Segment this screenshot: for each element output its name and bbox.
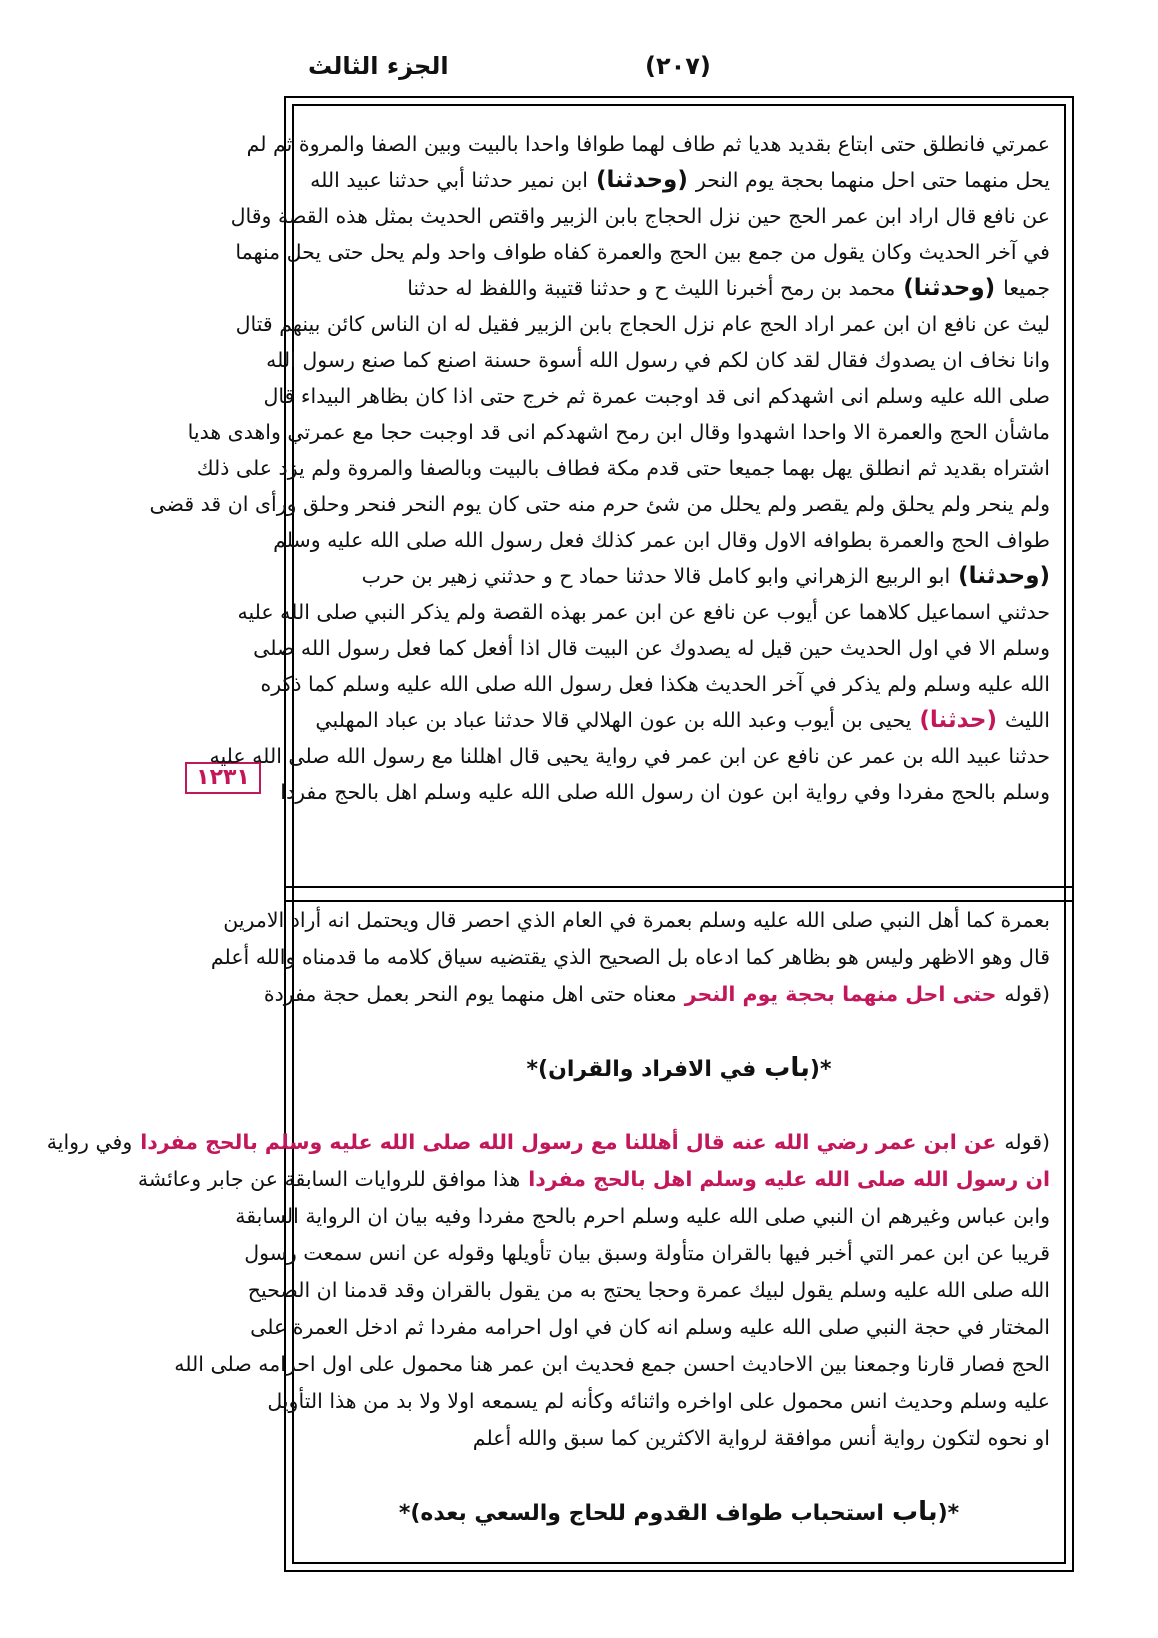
line-text: اشتراه بقديد ثم انطلق يهل بهما جميعا حتى قدم مكة فطاف بالبيت وبالصفا والمروة ولم يزد على ذلك (196, 456, 1050, 480)
line-text: في آخر الحديث وكان يقول من جمع بين الحج والعمرة كفاه طواف واحد ولم يحل حتى يحل منهما (235, 240, 1050, 264)
commentary-line (308, 1420, 1050, 1457)
line-text: قال وهو الاظهر وليس هو بظاهر كما ادعاه بل الصحيح الذي يقتضيه سياق كلامه ما قدمناه والله أعلم (210, 945, 1050, 969)
commentary-line (247, 1272, 1050, 1309)
line-text: صلى الله عليه وسلم انى اشهدكم انى قد اوجبت عمرة ثم خرج حتى اذا كان بظاهر البيداء قال (263, 384, 1050, 408)
line-text: حدثنا عبيد الله بن عمر عن نافع عن ابن عمر في رواية يحيى قال اهللنا مع رسول الله صلى الله عليه (209, 744, 1050, 768)
bab-title: في الافراد والقران)* (526, 1057, 757, 1082)
hadith-line (196, 450, 1050, 486)
hadith-line (246, 126, 1050, 162)
commentary-line (46, 1124, 1050, 1161)
hadith-line (260, 666, 1050, 702)
bab-heading-word: باب (764, 1053, 810, 1083)
line-text: هذا موافق للروايات السابقة عن جابر وعائشة (137, 1167, 521, 1191)
hadith-line (308, 162, 1050, 198)
commentary-line (308, 1494, 1050, 1531)
hadith-line (237, 594, 1050, 630)
line-text: يحيى بن أيوب وعبد الله بن عون الهلالي قالا حدثنا عباد بن عباد المهلبي (315, 708, 912, 732)
commentary-line (308, 1457, 1050, 1494)
page-number: (٢٠٧) (645, 52, 711, 80)
line-text: حدثني اسماعيل كلاهما عن أيوب عن نافع عن ابن عمر بهذه القصة ولم يذكر النبي صلى الله عليه (237, 600, 1050, 624)
hadith-line (253, 630, 1050, 666)
bab-title: استحباب طواف القدوم للحاج والسعي بعده)* (398, 1501, 884, 1526)
tahdith-marker: (وحدثنا) (958, 563, 1050, 589)
line-text: ابن نمير حدثنا أبي حدثنا عبيد الله (310, 168, 588, 192)
line-text: ابو الربيع الزهراني وابو كامل قالا حدثنا حماد ح و حدثني زهير بن حرب (361, 564, 951, 588)
line-text: وفي رواية (46, 1130, 133, 1154)
hadith-line (187, 414, 1050, 450)
line-text: معناه حتى اهل منهما يوم النحر بعمل حجة مفردة (263, 982, 677, 1006)
line-text: الحج فصار قارنا وجمعنا بين الاحاديث احسن جمع فحديث ابن عمر هنا محمول على اول احرامه صلى الله (174, 1352, 1050, 1376)
bab-open: *( (937, 1501, 960, 1526)
line-text: وابن عباس وغيرهم ان النبي صلى الله عليه وسلم احرم بالحج مفردا وفيه بيان ان الرواية السابقة (235, 1204, 1050, 1228)
hadith-line (235, 306, 1050, 342)
line-text: الله صلى الله عليه وسلم يقول لبيك عمرة وحجا يحتج به من يقول بالقران وقد قدمنا ان الصحيح (247, 1278, 1050, 1302)
line-text: وسلم بالحج مفردا وفي رواية ابن عون ان رسول الله صلى الله عليه وسلم اهل بالحج مفردا (280, 780, 1050, 804)
line-text: ليث عن نافع ان ابن عمر اراد الحج عام نزل الحجاج بابن الزبير فقيل له ان الناس كائن بينهم قتال (235, 312, 1050, 336)
quoted-matn: عن ابن عمر رضي الله عنه قال أهللنا مع رسول الله صلى الله عليه وسلم بالحج مفردا (140, 1130, 997, 1154)
tahdith-marker: (وحدثنا) (903, 275, 996, 301)
line-text: بعمرة كما أهل النبي صلى الله عليه وسلم بعمرة في العام الذي احصر قال ويحتمل انه أراد الامرين (223, 908, 1050, 932)
line-text: عن نافع قال اراد ابن عمر الحج حين نزل الحجاج بابن الزبير واقتص الحديث بمثل هذه القصة وقال (230, 204, 1050, 228)
volume-title: الجزء الثالث (308, 52, 449, 80)
hadith-line (263, 378, 1050, 414)
commentary-line (235, 1198, 1050, 1235)
quoted-matn: ان رسول الله صلى الله عليه وسلم اهل بالحج مفردا (528, 1167, 1050, 1191)
quoted-matn: حتى احل منهما بحجة يوم النحر (684, 982, 997, 1006)
commentary-line (223, 902, 1050, 939)
commentary-line (308, 1050, 1050, 1087)
line-text: ماشأن الحج والعمرة الا واحدا اشهدوا وقال ابن رمح اشهدكم انى قد اوجبت حجا مع عمرتي واهدى هديا (187, 420, 1050, 444)
commentary-line (267, 1383, 1050, 1420)
line-text: ولم ينحر ولم يحلق ولم يقصر ولم يحلل من شئ حرم منه حتى كان يوم النحر فنحر وحلق ورأى ان قد قضى (149, 492, 1050, 516)
hadith-number-badge: ١٢٣١ (185, 762, 261, 794)
line-text: وانا نخاف ان يصدوك فقال لقد كان لكم في رسول الله أسوة حسنة اصنع كما صنع رسول الله (266, 348, 1050, 372)
line-text: جميعا (1003, 276, 1050, 300)
line-text: محمد بن رمح أخبرنا الليث ح و حدثنا قتيبة واللفظ له حدثنا (407, 276, 896, 300)
hadith-line (209, 738, 1050, 774)
commentary-line (308, 1087, 1050, 1124)
commentary-section (46, 902, 1064, 1562)
hadith-line (235, 234, 1050, 270)
hadith-line (308, 558, 1050, 594)
commentary-line (263, 976, 1050, 1013)
line-text: قريبا عن ابن عمر التي أخبر فيها بالقران متأولة وسبق بيان تأويلها وقوله عن انس سمعت رسول (244, 1241, 1050, 1265)
line-text: (قوله (1004, 1130, 1050, 1154)
hadith-line (280, 774, 1050, 810)
commentary-line (137, 1161, 1050, 1198)
line-text: المختار في حجة النبي صلى الله عليه وسلم انه كان في اول احرامه مفردا ثم ادخل العمرة على (250, 1315, 1050, 1339)
commentary-line (308, 1013, 1050, 1050)
line-text: الله عليه وسلم ولم يذكر في آخر الحديث هكذا فعل رسول الله صلى الله عليه وسلم كما ذكره (260, 672, 1050, 696)
hadith-line (308, 702, 1050, 738)
commentary-line (250, 1309, 1050, 1346)
tahdith-marker-highlight: (حدثنا) (919, 707, 997, 733)
commentary-lines (46, 902, 1050, 1531)
tahdith-marker: (وحدثنا) (595, 167, 688, 193)
page-header (0, 52, 1158, 92)
commentary-line (244, 1235, 1050, 1272)
line-text: الليث (1004, 708, 1050, 732)
commentary-line (174, 1346, 1050, 1383)
line-text: او نحوه لتكون رواية أنس موافقة لرواية الاكثرين كما سبق والله أعلم (472, 1426, 1050, 1450)
hadith-line (273, 522, 1050, 558)
bab-heading-word: باب (891, 1497, 938, 1527)
hadith-line (308, 270, 1050, 306)
hadith-line (149, 486, 1050, 522)
line-text: عمرتي فانطلق حتى ابتاع بقديد هديا ثم طاف لهما طوافا واحدا بالبيت وبين الصفا والمروة ثم لم (246, 132, 1050, 156)
line-text: عليه وسلم وحديث انس محمول على اواخره واثنائه وكأنه لم يسمعه اولا ولا بد من هذا التأويل (267, 1389, 1050, 1413)
line-text: يحل منهما حتى احل منهما بحجة يوم النحر (695, 168, 1050, 192)
line-text: طواف الحج والعمرة بطوافه الاول وقال ابن عمر كذلك فعل رسول الله صلى الله عليه وسلم (273, 528, 1050, 552)
bab-open: *( (809, 1057, 832, 1082)
line-text: وسلم الا في اول الحديث حين قيل له يصدوك عن البيت قال اذا أفعل كما فعل رسول الله صلى (253, 636, 1050, 660)
hadith-line (230, 198, 1050, 234)
hadith-line (266, 342, 1050, 378)
line-text: (قوله (1004, 982, 1050, 1006)
commentary-line (210, 939, 1050, 976)
section-divider (286, 886, 1072, 902)
